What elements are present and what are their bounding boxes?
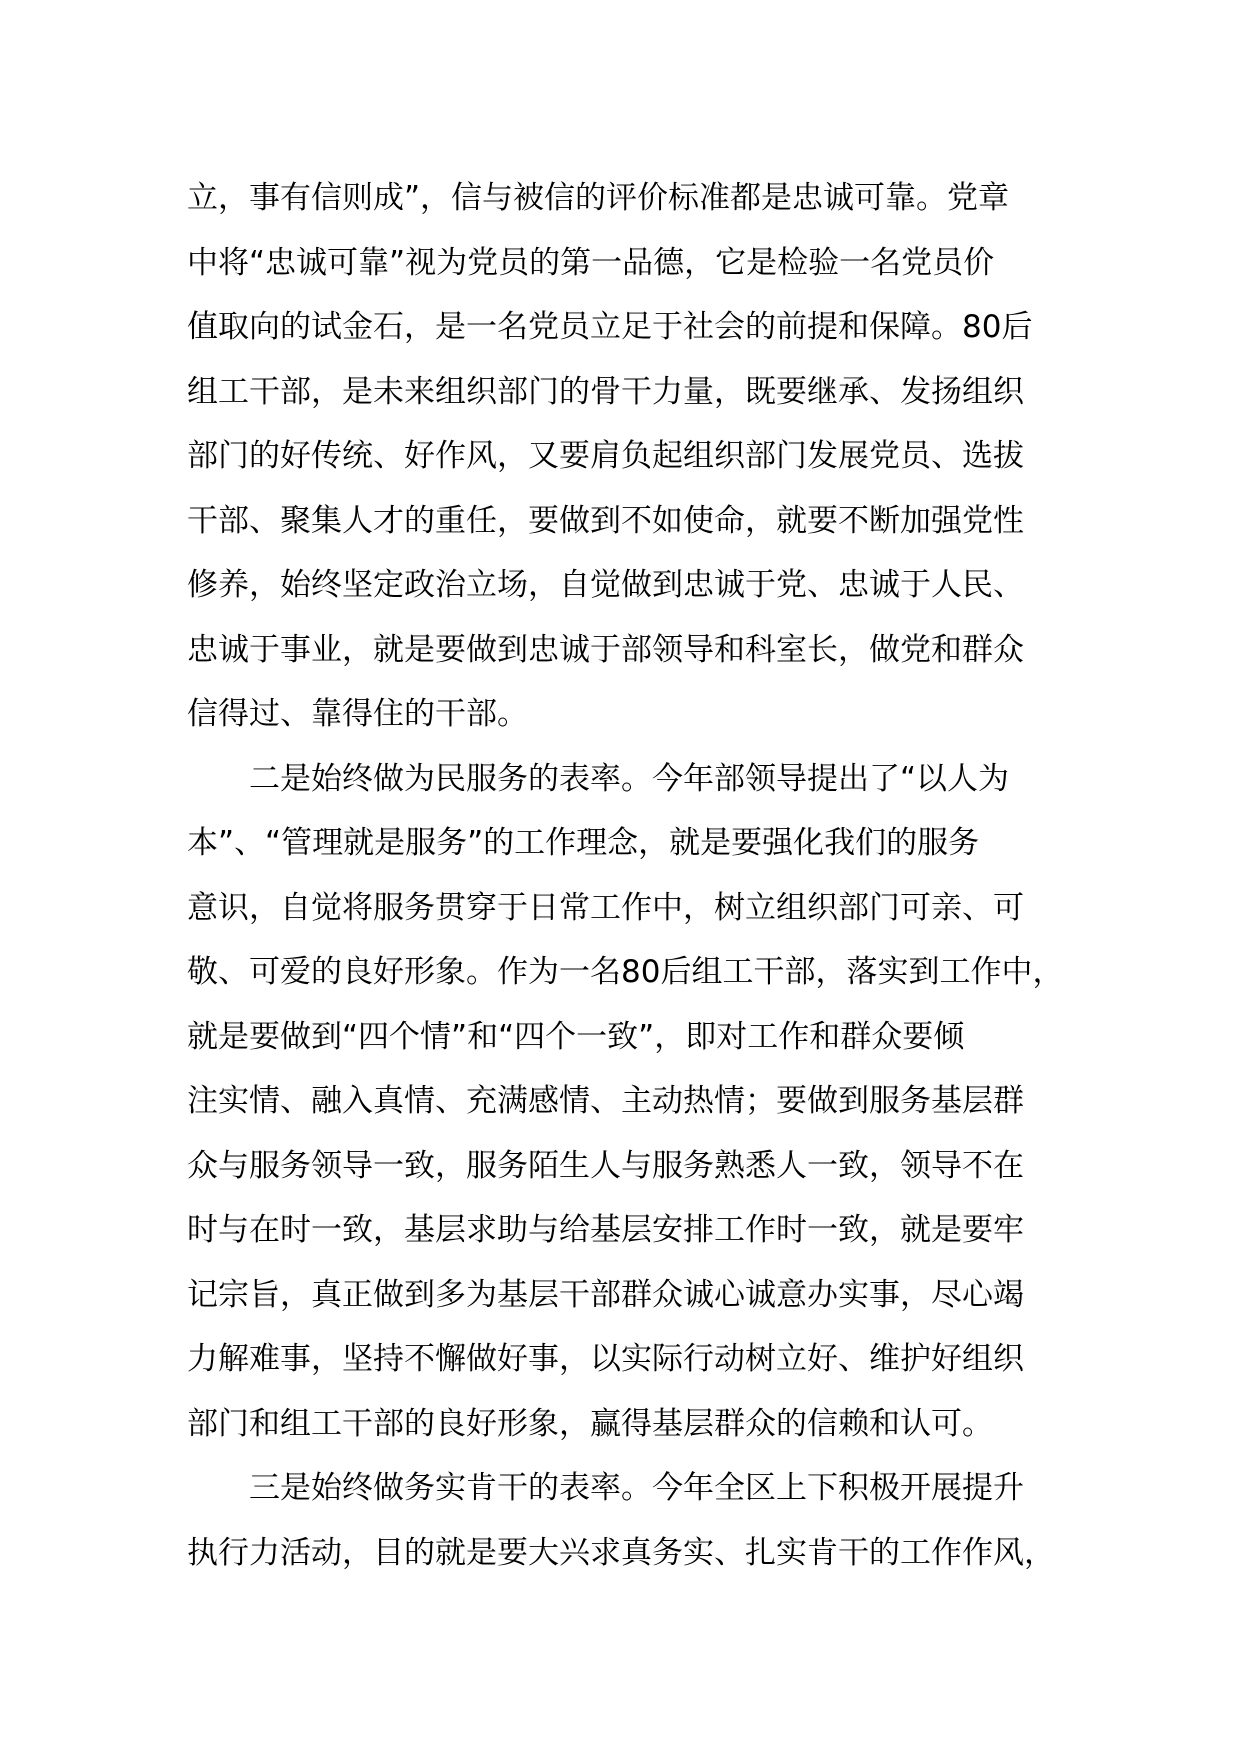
text-line: 中将“忠诚可靠”视为党员的第一品德，它是检验一名党员价 <box>187 244 995 281</box>
text-line: 值取向的试金石，是一名党员立足于社会的前提和保障。80后 <box>187 309 1033 345</box>
text-line: 部门的好传统、好作风，又要肩负起组织部门发展党员、选拔 <box>187 438 1024 474</box>
text-line: 意识，自觉将服务贯穿于日常工作中，树立组织部门可亲、可 <box>187 889 1024 926</box>
text-line: 执行力活动，目的就是要大兴求真务实、扎实肯干的工作作风， <box>187 1534 1055 1571</box>
text-line: 众与服务领导一致，服务陌生人与服务熟悉人一致，领导不在 <box>187 1147 1024 1184</box>
text-line: 干部、聚集人才的重任，要做到不如使命，就要不断加强党性 <box>187 502 1024 539</box>
text-line: 组工干部，是未来组织部门的骨干力量，既要继承、发扬组织 <box>187 373 1024 410</box>
body-text <box>187 166 1087 1585</box>
text-line: 修养，始终坚定政治立场，自觉做到忠诚于党、忠诚于人民、 <box>187 567 1024 603</box>
text-line: 信得过、靠得住的干部。 <box>187 696 528 732</box>
text-line: 记宗旨，真正做到多为基层干部群众诚心诚意办实事，尽心竭 <box>187 1276 1024 1313</box>
text-line: 本”、“管理就是服务”的工作理念，就是要强化我们的服务 <box>187 825 980 861</box>
text-line: 就是要做到“四个情”和“四个一致”，即对工作和群众要倾 <box>187 1018 965 1055</box>
paragraph-start-line: 三是始终做务实肯干的表率。今年全区上下积极开展提升 <box>249 1470 1024 1506</box>
text-line: 立，事有信则成”，信与被信的评价标准都是忠诚可靠。党章 <box>187 180 1010 216</box>
text-line: 敬、可爱的良好形象。作为一名80后组工干部，落实到工作中， <box>187 954 1064 990</box>
text-line: 时与在时一致，基层求助与给基层安排工作时一致，就是要牢 <box>187 1212 1024 1248</box>
text-line: 忠诚于事业，就是要做到忠诚于部领导和科室长，做党和群众 <box>187 631 1024 668</box>
paragraph-start-line: 二是始终做为民服务的表率。今年部领导提出了“以人为 <box>249 760 1010 797</box>
text-line: 力解难事，坚持不懈做好事，以实际行动树立好、维护好组织 <box>187 1341 1024 1377</box>
text-line: 部门和组工干部的良好形象，赢得基层群众的信赖和认可。 <box>187 1405 993 1442</box>
text-line: 注实情、融入真情、充满感情、主动热情；要做到服务基层群 <box>187 1083 1024 1119</box>
